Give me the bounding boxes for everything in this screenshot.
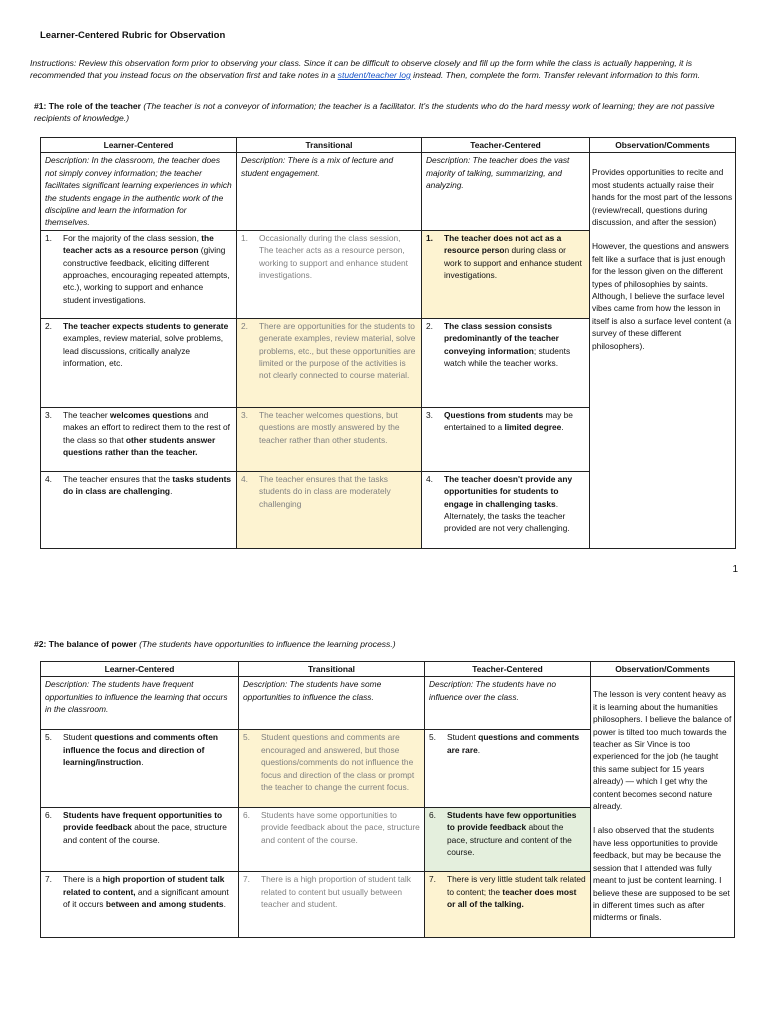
col-header-transitional: Transitional [239,662,425,677]
desc-transitional: Description: There is a mix of lecture and student engagement. [237,153,422,230]
rubric-table-2 [40,661,735,938]
instructions-post: instead. Then, complete the form. Transfer relevant information to this form. [410,70,701,80]
rubric-item-highlighted: 7. There is very little student talk related to content; the teacher does most or all of the talking. [425,872,591,937]
observation-paragraph: The lesson is very content heavy as it is learning about the humanities philosophers. I believe the balance of power is tilted too much towards the teacher as Sir Vince is too experienced for the job (he taught this same subject for 15 years already) — which I get why the content becomes second nature already. [593,689,732,812]
rubric-item: 6. Students have some opportunities to provide feedback about the pace, structure and content of the course. [239,808,425,872]
section1-title: #1: The role of the teacher [34,101,141,111]
rubric-item-highlighted: 6. Students have few opportunities to provide feedback about the pace, structure and content of the course. [425,808,591,872]
desc-teacher-centered: Description: The students have no influence over the class. [425,677,591,730]
student-teacher-log-link[interactable]: student/teacher log [337,70,411,80]
rubric-item-highlighted: 5. Student questions and comments are encouraged and answered, but those questions/comments do not influence the focus and direction of the class or prompt the teacher to change the current focus. [239,730,425,808]
rubric-item: 7. There is a high proportion of student talk related to content, and a significant amount of it occurs between and among students. [41,872,239,937]
page-number: 1 [732,564,738,575]
doc-title: Learner-Centered Rubric for Observation [40,30,226,41]
rubric-table-1 [40,137,736,549]
col-header-learner-centered: Learner-Centered [41,662,239,677]
rubric-item-highlighted: 1. The teacher does not act as a resource person during class or work to support and enhance student investigations. [422,230,590,318]
observation-cell-1[interactable] [590,153,736,548]
desc-teacher-centered: Description: The teacher does the vast majority of talking, summarizing, and analyzing. [422,153,590,230]
rubric-item-highlighted: 2. There are opportunities for the students to generate examples, review material, solve problems, etc., but these opportunities are limited or the purpose of the activities is not clearly connected to course material. [237,318,422,407]
col-header-teacher-centered: Teacher-Centered [425,662,591,677]
rubric-item: 5. Student questions and comments often influence the focus and direction of learning/instruction. [41,730,239,808]
desc-learner-centered: Description: In the classroom, the teacher does not simply convey information; the teacher facilitates significant learning experiences in which the students engage in the authentic work of the discipline and learn the information for themselves. [41,153,237,230]
col-header-observation: Observation/Comments [591,662,735,677]
col-header-transitional: Transitional [237,138,422,153]
rubric-item: 3. Questions from students may be entertained to a limited degree. [422,407,590,471]
col-header-observation: Observation/Comments [590,138,736,153]
rubric-item: 7. There is a high proportion of student talk related to content but usually between teacher and student. [239,872,425,937]
observation-paragraph: However, the questions and answers felt like a surface that is just enough for the lesson given on the different types of philosophies by saints. Although, I believe the surface level vibes came from how the lesson in itself is also a surface level content (a survey of these different philosophers). [592,241,732,351]
rubric-item: 1. Occasionally during the class session, The teacher acts as a resource person, working to support and enhance student investigations. [237,230,422,318]
rubric-item: 5. Student questions and comments are rare. [425,730,591,808]
observation-paragraph: Provides opportunities to recite and most students actually raise their hands for the most part of the lessons (review/recall, questions during discussion, and after the session) [592,167,733,228]
rubric-item: 6. Students have frequent opportunities to provide feedback about the pace, structure and content of the course. [41,808,239,872]
rubric-item-highlighted: 3. The teacher welcomes questions, but questions are mostly answered by the teacher rather than other students. [237,407,422,471]
col-header-learner-centered: Learner-Centered [41,138,237,153]
desc-transitional: Description: The students have some opportunities to influence the class. [239,677,425,730]
section1-subtitle: (The teacher is not a conveyor of information; the teacher is a facilitator. It's the students who do the hard messy work of learning; they are not passive recipients of knowledge.) [34,101,715,123]
rubric-item: 2. The teacher expects students to generate examples, review material, solve problems, lead discussions, critically analyze information, etc. [41,318,237,407]
rubric-item: 2. The class session consists predominantly of the teacher conveying information; students watch while the teacher works. [422,318,590,407]
rubric-item: 3. The teacher welcomes questions and makes an effort to redirect them to the rest of the class so that other students answer questions rather than the teacher. [41,407,237,471]
desc-learner-centered: Description: The students have frequent opportunities to influence the learning that occurs in the classroom. [41,677,239,730]
observation-paragraph: I also observed that the students have less opportunities to provide feedback, but may be because the session that I attended was fully meant to just be content learning. I believe these are supposed to be set in different times such as after midterms or finals. [593,825,730,923]
section2-subtitle: (The students have opportunities to influence the learning process.) [139,639,396,649]
observation-cell-2[interactable] [591,677,735,937]
section2-heading [34,638,734,650]
col-header-teacher-centered: Teacher-Centered [422,138,590,153]
rubric-item: 4. The teacher doesn't provide any opportunities for students to engage in challenging tasks. Alternately, the tasks the teacher provided are not very challenging. [422,471,590,548]
rubric-item: 4. The teacher ensures that the tasks students do in class are challenging. [41,471,237,548]
rubric-item: 1. For the majority of the class session, the teacher acts as a resource person (giving constructive feedback, eliciting different approaches, encouraging repeated attempts, etc.), working to support and enhance student investigations. [41,230,237,318]
section2-title: #2: The balance of power [34,639,137,649]
instructions-pre: Instructions: Review this observation form prior to observing your class. Since it can be difficult to observe closely and fill up the form while the class is actually happening, it is recommended that you instead focus on the observation first and take notes in a [30,58,693,80]
rubric-item-highlighted: 4. The teacher ensures that the tasks students do in class are moderately challenging [237,471,422,548]
instructions [30,57,742,81]
section1-heading [34,100,734,124]
